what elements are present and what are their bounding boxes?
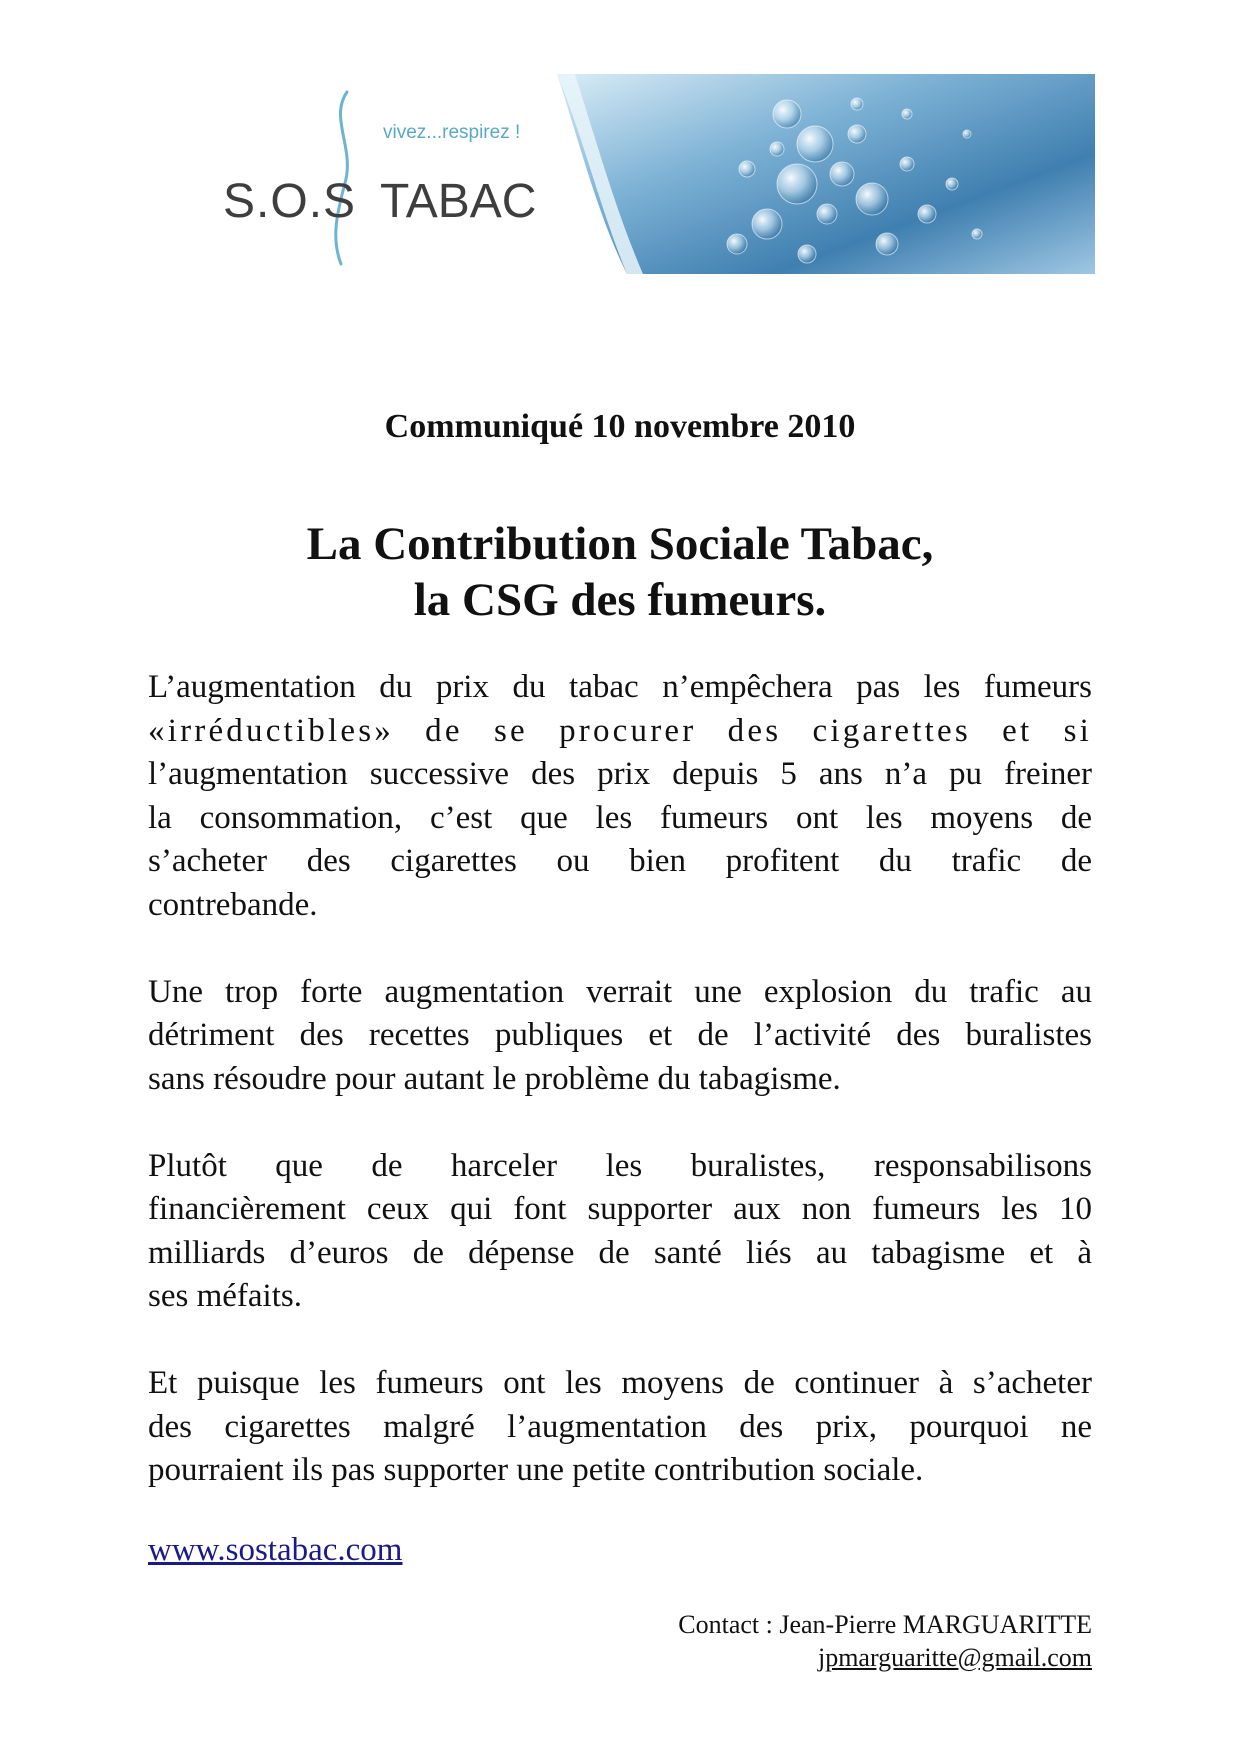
contact-name: Contact : Jean-Pierre MARGUARITTE bbox=[678, 1610, 1092, 1639]
body-text bbox=[148, 666, 1092, 1536]
text-line: des cigarettes malgré l’augmentation des prix, pourquoi ne bbox=[148, 1408, 1092, 1445]
text-line: pourraient ils pas supporter une petite contribution sociale. bbox=[148, 1452, 924, 1488]
text-line: la consommation, c’est que les fumeurs ont les moyens de bbox=[148, 799, 1092, 836]
text-line: contrebande. bbox=[148, 886, 318, 923]
sos-tabac-logo bbox=[205, 74, 585, 274]
header-banner bbox=[205, 74, 1095, 274]
text-line: milliards d’euros de dépense de santé liés au tabagisme et à bbox=[148, 1234, 1092, 1271]
text-line: «irréductibles» de se procurer des cigarettes et si bbox=[148, 712, 1092, 749]
paragraph-2 bbox=[148, 971, 1092, 1102]
water-bubbles-icon bbox=[557, 74, 1095, 274]
logo-text-tabac: TABAC bbox=[380, 175, 537, 228]
paragraph-3 bbox=[148, 1145, 1092, 1319]
page-title bbox=[0, 516, 1240, 628]
title-line-1: La Contribution Sociale Tabac, bbox=[306, 518, 934, 570]
website-link[interactable]: www.sostabac.com bbox=[148, 1532, 403, 1568]
paragraph-4 bbox=[148, 1362, 1092, 1493]
text-line: sans résoudre pour autant le problème du tabagisme. bbox=[148, 1060, 841, 1097]
text-line: Et puisque les fumeurs ont les moyens de continuer à s’acheter bbox=[148, 1365, 1092, 1401]
logo-text-sos: S.O.S bbox=[223, 175, 357, 228]
text-line: Plutôt que de harceler les buralistes, responsabilisons bbox=[148, 1147, 1092, 1184]
text-line: Une trop forte augmentation verrait une explosion du trafic au bbox=[148, 973, 1092, 1010]
logo-slogan: vivez...respirez ! bbox=[383, 122, 521, 143]
text-line: l’augmentation successive des prix depuis 5 ans n’a pu freiner bbox=[148, 756, 1092, 792]
text-line: financièrement ceux qui font supporter aux non fumeurs les 10 bbox=[148, 1191, 1092, 1227]
text-line: détriment des recettes publiques et de l’activité des buralistes bbox=[148, 1017, 1092, 1053]
communique-date: Communiqué 10 novembre 2010 bbox=[384, 408, 856, 445]
title-line-2: la CSG des fumeurs. bbox=[413, 574, 827, 626]
paragraph-1 bbox=[148, 666, 1092, 927]
contact-email-link[interactable]: jpmarguaritte@gmail.com bbox=[817, 1643, 1092, 1672]
contact-block bbox=[678, 1608, 1092, 1674]
text-line: s’acheter des cigarettes ou bien profitent du trafic de bbox=[148, 843, 1092, 879]
text-line: L’augmentation du prix du tabac n’empêchera pas les fumeurs bbox=[148, 669, 1092, 705]
text-line: ses méfaits. bbox=[148, 1278, 302, 1314]
